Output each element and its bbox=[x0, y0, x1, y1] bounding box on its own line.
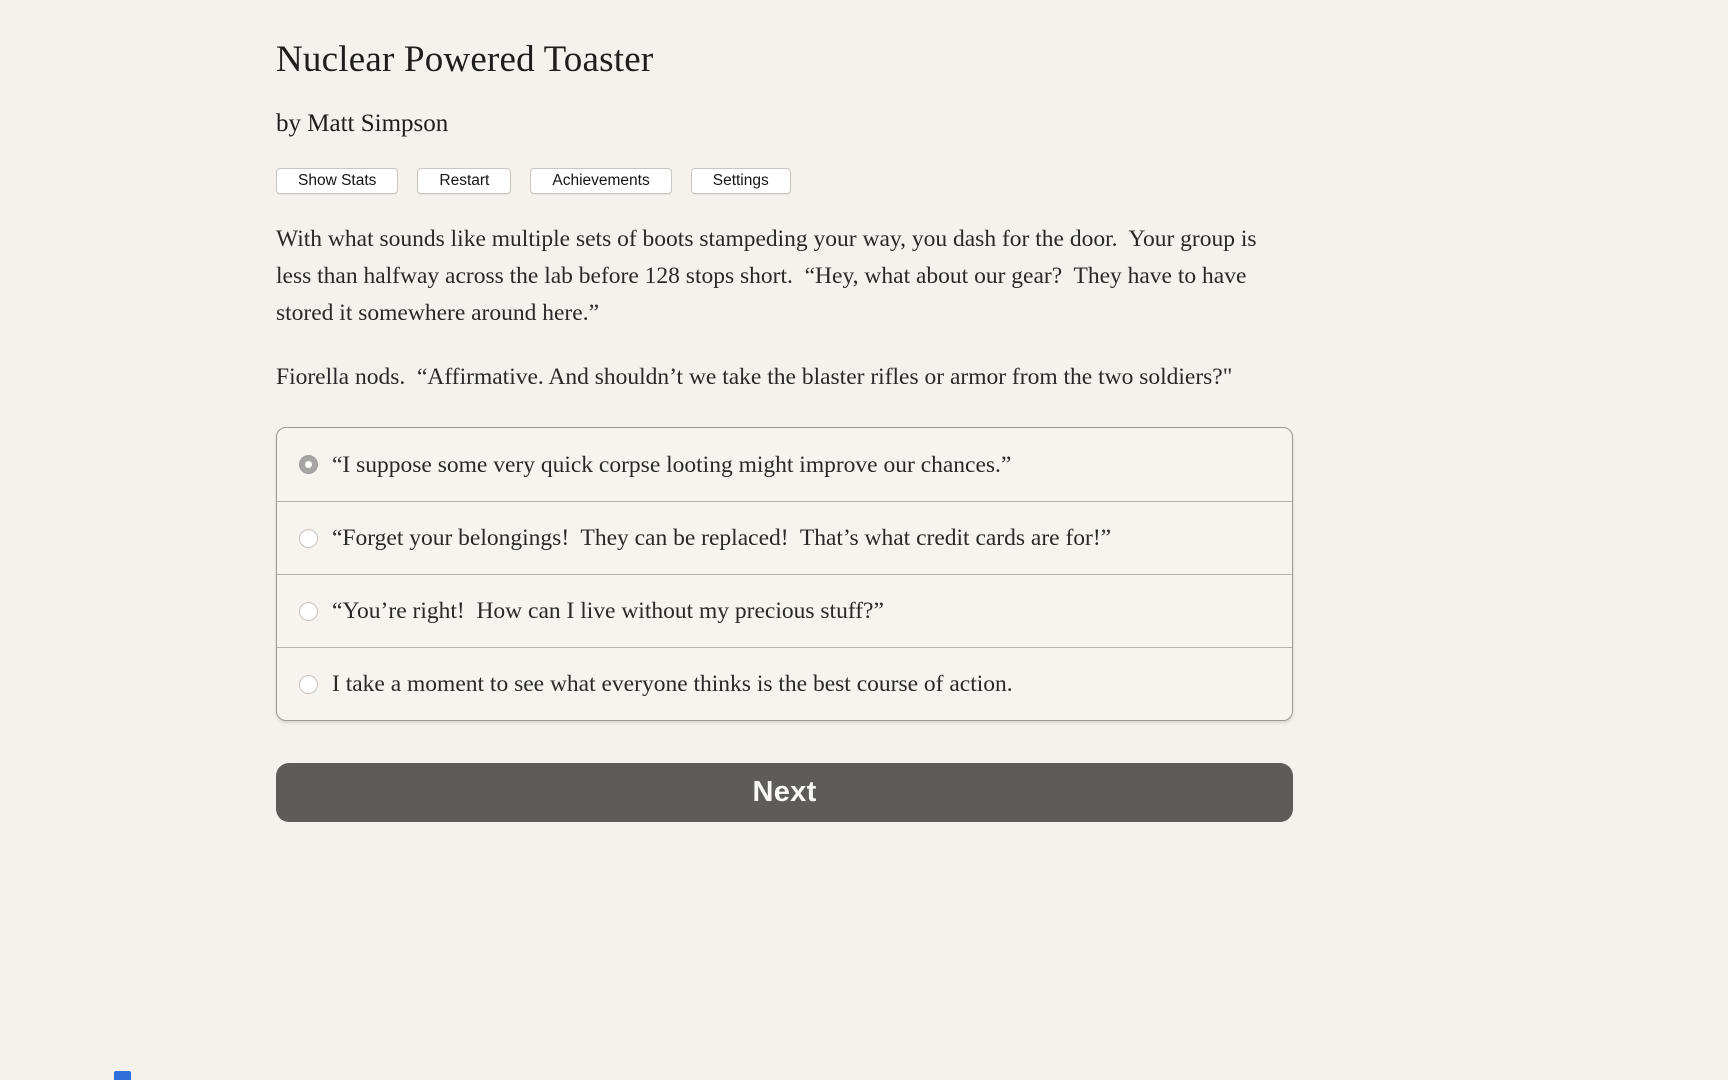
choice-option-3[interactable] bbox=[277, 574, 1292, 647]
show-stats-button[interactable]: Show Stats bbox=[276, 168, 398, 194]
toolbar bbox=[276, 168, 1293, 194]
next-button[interactable]: Next bbox=[276, 763, 1293, 822]
achievements-button[interactable]: Achievements bbox=[530, 168, 671, 194]
restart-button[interactable]: Restart bbox=[417, 168, 511, 194]
choice-option-label: “You’re right! How can I live without my precious stuff?” bbox=[332, 598, 884, 624]
choice-list bbox=[276, 427, 1293, 721]
settings-button[interactable]: Settings bbox=[691, 168, 791, 194]
story-paragraph: Fiorella nods. “Affirmative. And shouldn’t we take the blaster rifles or armor from the two soldiers?" bbox=[276, 364, 1233, 390]
radio-button-icon[interactable] bbox=[299, 675, 318, 694]
choice-option-1[interactable] bbox=[277, 428, 1292, 501]
bottom-clipped-element bbox=[114, 1071, 131, 1080]
radio-button-icon[interactable] bbox=[299, 529, 318, 548]
choice-option-label: “Forget your belongings! They can be replaced! That’s what credit cards are for!” bbox=[332, 525, 1112, 551]
story-page bbox=[276, 0, 1293, 822]
radio-button-icon[interactable] bbox=[299, 602, 318, 621]
choice-option-4[interactable] bbox=[277, 647, 1292, 720]
choice-option-label: “I suppose some very quick corpse looting might improve our chances.” bbox=[332, 451, 1012, 478]
radio-button-icon[interactable] bbox=[299, 455, 318, 474]
choice-option-2[interactable] bbox=[277, 501, 1292, 574]
author-byline: by Matt Simpson bbox=[276, 110, 449, 137]
choice-option-label: I take a moment to see what everyone thinks is the best course of action. bbox=[332, 671, 1013, 697]
story-paragraph: With what sounds like multiple sets of boots stampeding your way, you dash for the door. Your group is less than halfway across the lab before 128 stops short. “Hey, what about our gear? They have to have stored it somewhere around here.” bbox=[276, 226, 1263, 326]
page-title: Nuclear Powered Toaster bbox=[276, 39, 654, 80]
story-text bbox=[276, 221, 1293, 396]
